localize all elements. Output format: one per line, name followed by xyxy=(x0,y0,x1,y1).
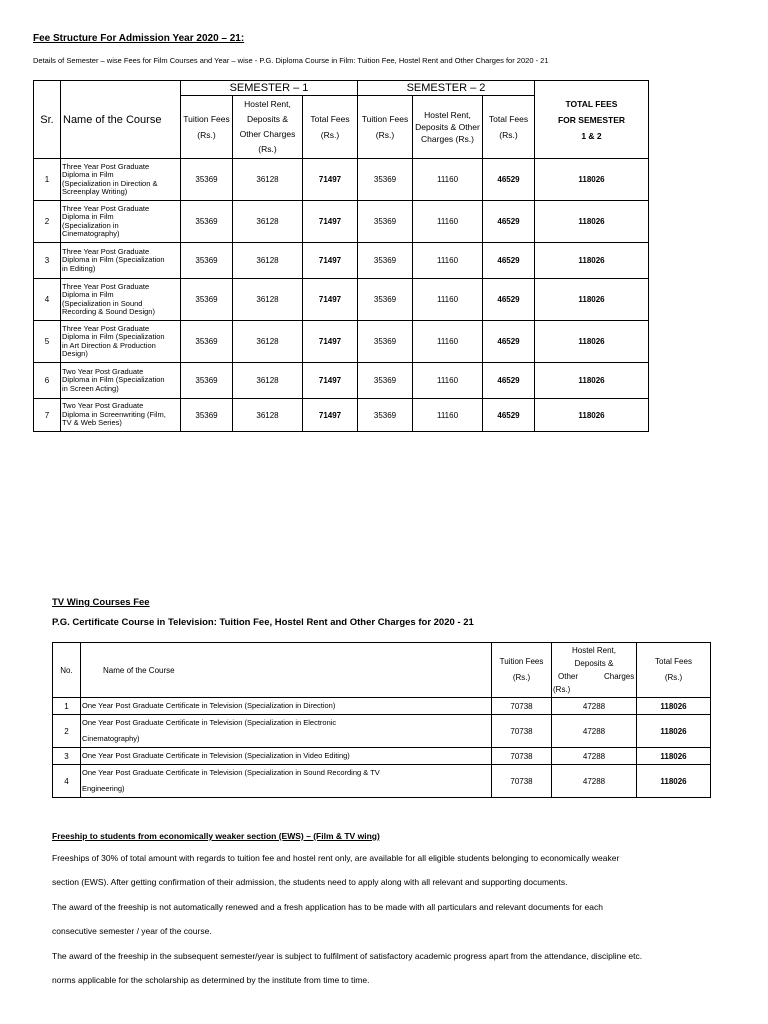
hostel-sem2-cell: 11160 xyxy=(413,321,483,363)
tv-tuition-cell: 70738 xyxy=(492,698,552,715)
tv-hostel-cell: 47288 xyxy=(552,765,637,798)
tv-col-header-total: Total Fees (Rs.) xyxy=(637,643,711,698)
row-sr: 1 xyxy=(34,159,61,201)
course-name-cell: Three Year Post Graduate Diploma in Film (Specialization in Editing) xyxy=(61,243,181,279)
tv-total-cell: 118026 xyxy=(637,698,711,715)
tv-tuition-cell: 70738 xyxy=(492,765,552,798)
film-fee-table xyxy=(33,80,649,432)
tuition-sem1-cell: 35369 xyxy=(181,321,233,363)
tv-fee-table xyxy=(52,642,711,798)
ews-paragraph-line: section (EWS). After getting confirmation of their admission, the students need to apply along with all relevant and supporting documents. xyxy=(52,877,568,887)
tv-fee-heading: TV Wing Courses Fee xyxy=(52,597,150,608)
course-name-cell: Two Year Post Graduate Diploma in Screenwriting (Film, TV & Web Series) xyxy=(61,399,181,432)
col-header-tuition-sem1: Tuition Fees (Rs.) xyxy=(181,96,233,159)
grand-total-cell: 118026 xyxy=(535,363,649,399)
tuition-sem1-cell: 35369 xyxy=(181,363,233,399)
tuition-sem2-cell: 35369 xyxy=(358,279,413,321)
course-name-cell: Three Year Post Graduate Diploma in Film (Specialization in Sound Recording & Sound Design) xyxy=(61,279,181,321)
tv-tuition-cell: 70738 xyxy=(492,748,552,765)
col-header-hostel-sem2: Hostel Rent, Deposits & Other Charges (Rs.) xyxy=(413,96,483,159)
grand-total-cell: 118026 xyxy=(535,159,649,201)
grand-total-cell: 118026 xyxy=(535,243,649,279)
course-name-cell: Two Year Post Graduate Diploma in Film (Specialization in Screen Acting) xyxy=(61,363,181,399)
total-sem2-cell: 46529 xyxy=(483,363,535,399)
row-sr: 5 xyxy=(34,321,61,363)
row-sr: 2 xyxy=(34,201,61,243)
col-header-total-sem2: Total Fees (Rs.) xyxy=(483,96,535,159)
tuition-sem2-cell: 35369 xyxy=(358,201,413,243)
tv-course-name-cell: One Year Post Graduate Certificate in Television (Specialization in Direction) xyxy=(81,698,492,715)
total-sem1-cell: 71497 xyxy=(303,243,358,279)
film-table-row xyxy=(34,399,649,432)
film-table-row xyxy=(34,201,649,243)
hostel-sem2-cell: 11160 xyxy=(413,279,483,321)
tv-course-name-cell: One Year Post Graduate Certificate in Television (Specialization in Sound Recording & TV Engineering) xyxy=(81,765,492,798)
ews-paragraph-line: Freeships of 30% of total amount with regards to tuition fee and hostel rent only, are available for all eligible students belonging to economically weaker xyxy=(52,853,620,863)
grand-total-cell: 118026 xyxy=(535,279,649,321)
total-sem2-cell: 46529 xyxy=(483,243,535,279)
film-table-row xyxy=(34,243,649,279)
tv-col-header-tuition: Tuition Fees (Rs.) xyxy=(492,643,552,698)
film-fee-heading: Fee Structure For Admission Year 2020 – 21: xyxy=(33,33,245,44)
tuition-sem1-cell: 35369 xyxy=(181,243,233,279)
tv-col-header-hostel: Hostel Rent, Deposits & Other Charges (Rs.) xyxy=(552,643,637,698)
hostel-sem2-cell: 11160 xyxy=(413,201,483,243)
film-table-row xyxy=(34,159,649,201)
tuition-sem2-cell: 35369 xyxy=(358,243,413,279)
tv-hostel-cell: 47288 xyxy=(552,715,637,748)
hostel-sem1-cell: 36128 xyxy=(233,243,303,279)
row-sr: 6 xyxy=(34,363,61,399)
col-header-sr: Sr. xyxy=(34,81,61,159)
row-sr: 4 xyxy=(34,279,61,321)
tuition-sem2-cell: 35369 xyxy=(358,159,413,201)
grand-total-cell: 118026 xyxy=(535,321,649,363)
ews-heading: Freeship to students from economically weaker section (EWS) – (Film & TV wing) xyxy=(52,831,380,841)
tv-total-cell: 118026 xyxy=(637,765,711,798)
col-header-hostel-sem1: Hostel Rent, Deposits & Other Charges (Rs.) xyxy=(233,96,303,159)
semester-2-header: SEMESTER – 2 xyxy=(358,81,535,96)
tv-fee-subheading: P.G. Certificate Course in Television: Tuition Fee, Hostel Rent and Other Charges for 2020 - 21 xyxy=(52,617,474,628)
tv-table-row xyxy=(53,715,711,748)
film-table-row xyxy=(34,321,649,363)
tuition-sem1-cell: 35369 xyxy=(181,159,233,201)
tv-row-no: 3 xyxy=(53,748,81,765)
total-sem1-cell: 71497 xyxy=(303,159,358,201)
tv-hostel-cell: 47288 xyxy=(552,748,637,765)
ews-paragraph-line: consecutive semester / year of the course. xyxy=(52,926,212,936)
hostel-sem1-cell: 36128 xyxy=(233,321,303,363)
tv-hostel-cell: 47288 xyxy=(552,698,637,715)
col-header-total-sem1: Total Fees (Rs.) xyxy=(303,96,358,159)
tv-table-row xyxy=(53,698,711,715)
tv-col-header-no: No. xyxy=(53,643,81,698)
tv-course-name-cell: One Year Post Graduate Certificate in Television (Specialization in Electronic Cinematography) xyxy=(81,715,492,748)
film-table-row xyxy=(34,363,649,399)
tv-tuition-cell: 70738 xyxy=(492,715,552,748)
tuition-sem2-cell: 35369 xyxy=(358,399,413,432)
tv-col-header-course-name: Name of the Course xyxy=(81,643,492,698)
row-sr: 7 xyxy=(34,399,61,432)
tuition-sem1-cell: 35369 xyxy=(181,279,233,321)
film-table-row xyxy=(34,279,649,321)
tv-course-name-cell: One Year Post Graduate Certificate in Television (Specialization in Video Editing) xyxy=(81,748,492,765)
grand-total-cell: 118026 xyxy=(535,201,649,243)
grand-total-cell: 118026 xyxy=(535,399,649,432)
hostel-sem2-cell: 11160 xyxy=(413,243,483,279)
total-sem1-cell: 71497 xyxy=(303,279,358,321)
tv-table-row xyxy=(53,765,711,798)
hostel-sem1-cell: 36128 xyxy=(233,201,303,243)
ews-paragraph-line: norms applicable for the scholarship as determined by the institute from time to time. xyxy=(52,975,370,985)
hostel-sem1-cell: 36128 xyxy=(233,363,303,399)
course-name-cell: Three Year Post Graduate Diploma in Film (Specialization in Direction & Screenplay Writing) xyxy=(61,159,181,201)
hostel-sem2-cell: 11160 xyxy=(413,399,483,432)
total-sem2-cell: 46529 xyxy=(483,279,535,321)
tuition-sem2-cell: 35369 xyxy=(358,363,413,399)
col-header-grand-total: TOTAL FEES FOR SEMESTER 1 & 2 xyxy=(535,81,649,159)
hostel-sem2-cell: 11160 xyxy=(413,363,483,399)
tv-row-no: 4 xyxy=(53,765,81,798)
tv-table-row xyxy=(53,748,711,765)
total-sem1-cell: 71497 xyxy=(303,399,358,432)
film-fee-subheading: Details of Semester – wise Fees for Film Courses and Year – wise - P.G. Diploma Course in Film: Tuition Fee, Hostel Rent and Other Charges for 2020 - 21 xyxy=(33,56,549,65)
total-sem1-cell: 71497 xyxy=(303,321,358,363)
hostel-sem1-cell: 36128 xyxy=(233,279,303,321)
semester-1-header: SEMESTER – 1 xyxy=(181,81,358,96)
tuition-sem1-cell: 35369 xyxy=(181,399,233,432)
hostel-sem1-cell: 36128 xyxy=(233,399,303,432)
tv-row-no: 2 xyxy=(53,715,81,748)
course-name-cell: Three Year Post Graduate Diploma in Film (Specialization in Cinematography) xyxy=(61,201,181,243)
total-sem2-cell: 46529 xyxy=(483,201,535,243)
tv-total-cell: 118026 xyxy=(637,715,711,748)
tv-row-no: 1 xyxy=(53,698,81,715)
total-sem1-cell: 71497 xyxy=(303,201,358,243)
col-header-tuition-sem2: Tuition Fees (Rs.) xyxy=(358,96,413,159)
tuition-sem1-cell: 35369 xyxy=(181,201,233,243)
course-name-cell: Three Year Post Graduate Diploma in Film (Specialization in Art Direction & Production Design) xyxy=(61,321,181,363)
total-sem2-cell: 46529 xyxy=(483,159,535,201)
total-sem2-cell: 46529 xyxy=(483,399,535,432)
col-header-course-name: Name of the Course xyxy=(61,81,181,159)
hostel-sem1-cell: 36128 xyxy=(233,159,303,201)
total-sem2-cell: 46529 xyxy=(483,321,535,363)
hostel-sem2-cell: 11160 xyxy=(413,159,483,201)
tv-total-cell: 118026 xyxy=(637,748,711,765)
ews-paragraph-line: The award of the freeship in the subsequent semester/year is subject to fulfilment of satisfactory academic progress apart from the attendance, discipline etc. xyxy=(52,951,643,961)
tuition-sem2-cell: 35369 xyxy=(358,321,413,363)
row-sr: 3 xyxy=(34,243,61,279)
total-sem1-cell: 71497 xyxy=(303,363,358,399)
ews-paragraph-line: The award of the freeship is not automatically renewed and a fresh application has to be made with all particulars and relevant documents for each xyxy=(52,902,603,912)
